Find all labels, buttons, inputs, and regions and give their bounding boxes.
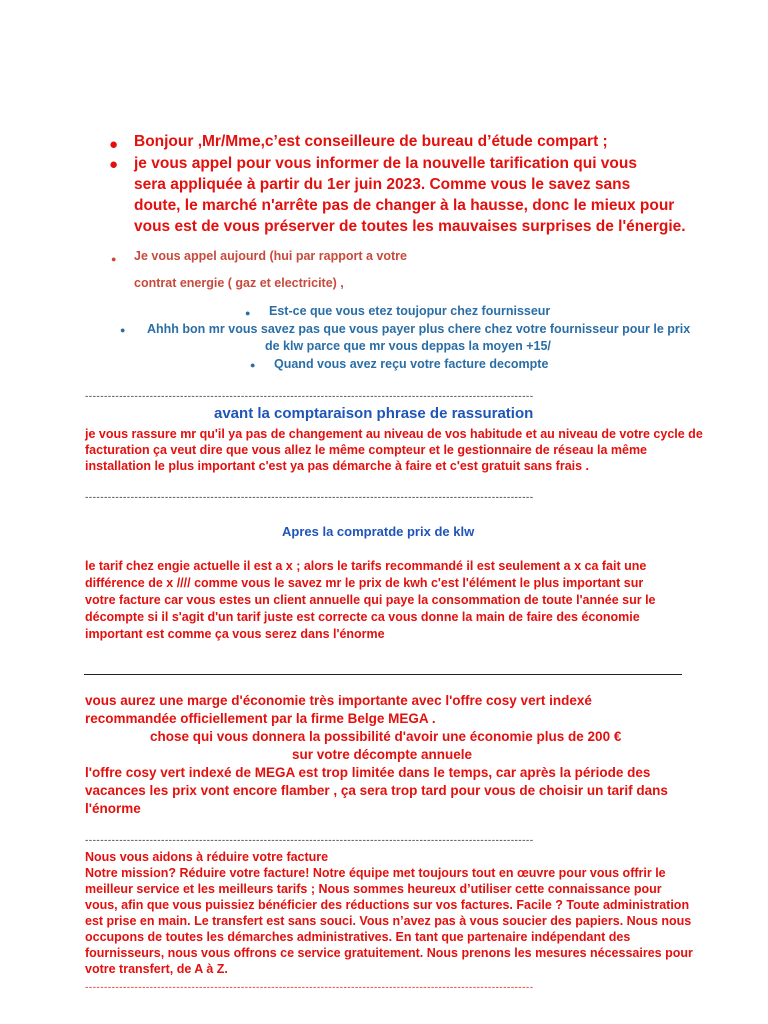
dashed-separator: ---------------------------------------------------------------------------------------------------------------------- (84, 983, 533, 993)
reassurance-line-1: je vous rassure mr qu'il ya pas de changement au niveau de vos habitude et au niveau de votre cycle de (85, 427, 703, 441)
horizontal-rule (84, 674, 682, 675)
offer-line-5: l'énorme (85, 801, 141, 816)
price-line-1: le tarif chez engie actuelle il est a x ; alors le tarifs recommandé il est seulement a x ca fait une (85, 559, 647, 573)
reassurance-line-3: installation le plus important c'est ya pas démarche à faire et c'est gratuit sans frais . (85, 459, 590, 473)
dashed-separator: ---------------------------------------------------------------------------------------------------------------------- (84, 836, 533, 846)
price-line-3: votre facture car vous estes un client annuelle qui paye la consommation de toute l'année sur le (85, 593, 656, 607)
offer-line-1: vous aurez une marge d'économie très importante avec l'offre cosy vert indexé (85, 693, 592, 708)
intro-line-4: vous est de vous préserver de toutes les mauvaises surprises de l'énergie. (134, 218, 686, 235)
offer-centered-1: chose qui vous donnera la possibilité d'avoir une économie plus de 200 € (150, 729, 622, 744)
mission-line-4: est prise en main. Le transfert est sans souci. Vous n’avez pas à vous soucier des papiers. Nous nous (85, 914, 692, 928)
reassurance-heading: avant la comptaraison phrase de rassuration (214, 405, 534, 422)
offer-line-2: recommandée officiellement par la firme Belge MEGA . (85, 711, 436, 726)
bullet-dot: ● (109, 156, 119, 173)
mission-line-1: Notre mission? Réduire votre facture! Notre équipe met toujours tout en œuvre pour vous offrir le (85, 866, 666, 880)
mission-line-3: vous, afin que vous puissiez bénéficier des réductions sur vos factures. Facile ? Toute administration (85, 898, 690, 912)
mission-line-6: fournisseurs, nous vous offrons ce service gratuitement. Nous prenons les mesures nécessaires pour (85, 946, 693, 960)
offer-line-4: vacances les prix vont encore flamber , ça sera trop tard pour vous de choisir un tarif dans (85, 783, 668, 798)
bullet-dot: ● (120, 325, 126, 335)
offer-centered-2: sur votre décompte annuele (292, 747, 473, 762)
greeting-line: Bonjour ,Mr/Mme,c’est conseilleure de bureau d’étude compart ; (134, 133, 608, 150)
dashed-separator: ---------------------------------------------------------------------------------------------------------------------- (84, 392, 533, 402)
intro-line-1: je vous appel pour vous informer de la nouvelle tarification qui vous (134, 155, 637, 172)
question-2-line-1: Ahhh bon mr vous savez pas que vous payer plus chere chez votre fournisseur pour le prix (147, 322, 691, 336)
reassurance-line-2: facturation ça veut dire que vous allez le même compteur et le gestionnaire de réseau la même (85, 443, 648, 457)
price-line-2: différence de x //// comme vous le savez mr le prix de kwh c'est l'élément le plus important sur (85, 576, 644, 590)
call-reason-line-2: contrat energie ( gaz et electricite) , (134, 276, 344, 290)
question-1: Est-ce que vous etez toujopur chez fournisseur (269, 304, 551, 318)
price-line-5: important est comme ça vous serez dans l'énorme (85, 627, 385, 641)
bullet-dot: ● (109, 136, 119, 153)
price-line-4: décompte si il s'agit d'un tarif juste est correcte ca vous donne la main de faire des économie (85, 610, 640, 624)
mission-line-2: meilleur service et les meilleurs tarifs ; Nous sommes heureux d’utiliser cette connaissance pour (85, 882, 662, 896)
question-2-line-2: de klw parce que mr vous deppas la moyen +15/ (265, 339, 551, 353)
mission-line-5: occupons de toutes les démarches administratives. En tant que partenaire indépendant des (85, 930, 631, 944)
question-3: Quand vous avez reçu votre facture decompte (274, 357, 549, 371)
mission-line-7: votre transfert, de A à Z. (85, 962, 228, 976)
dashed-separator: ---------------------------------------------------------------------------------------------------------------------- (84, 493, 533, 503)
intro-line-2: sera appliquée à partir du 1er juin 2023. Comme vous le savez sans (134, 176, 631, 193)
bullet-dot: ● (111, 254, 117, 264)
bullet-dot: ● (245, 308, 251, 318)
call-reason-line-1: Je vous appel aujourd (hui par rapport a votre (134, 249, 407, 263)
intro-line-3: doute, le marché n'arrête pas de changer à la hausse, donc le mieux pour (134, 197, 675, 214)
mission-heading: Nous vous aidons à réduire votre facture (85, 850, 329, 864)
offer-line-3: l'offre cosy vert indexé de MEGA est trop limitée dans le temps, car après la période des (85, 765, 651, 780)
price-heading: Apres la compratde prix de klw (282, 524, 475, 539)
bullet-dot: ● (250, 360, 256, 370)
